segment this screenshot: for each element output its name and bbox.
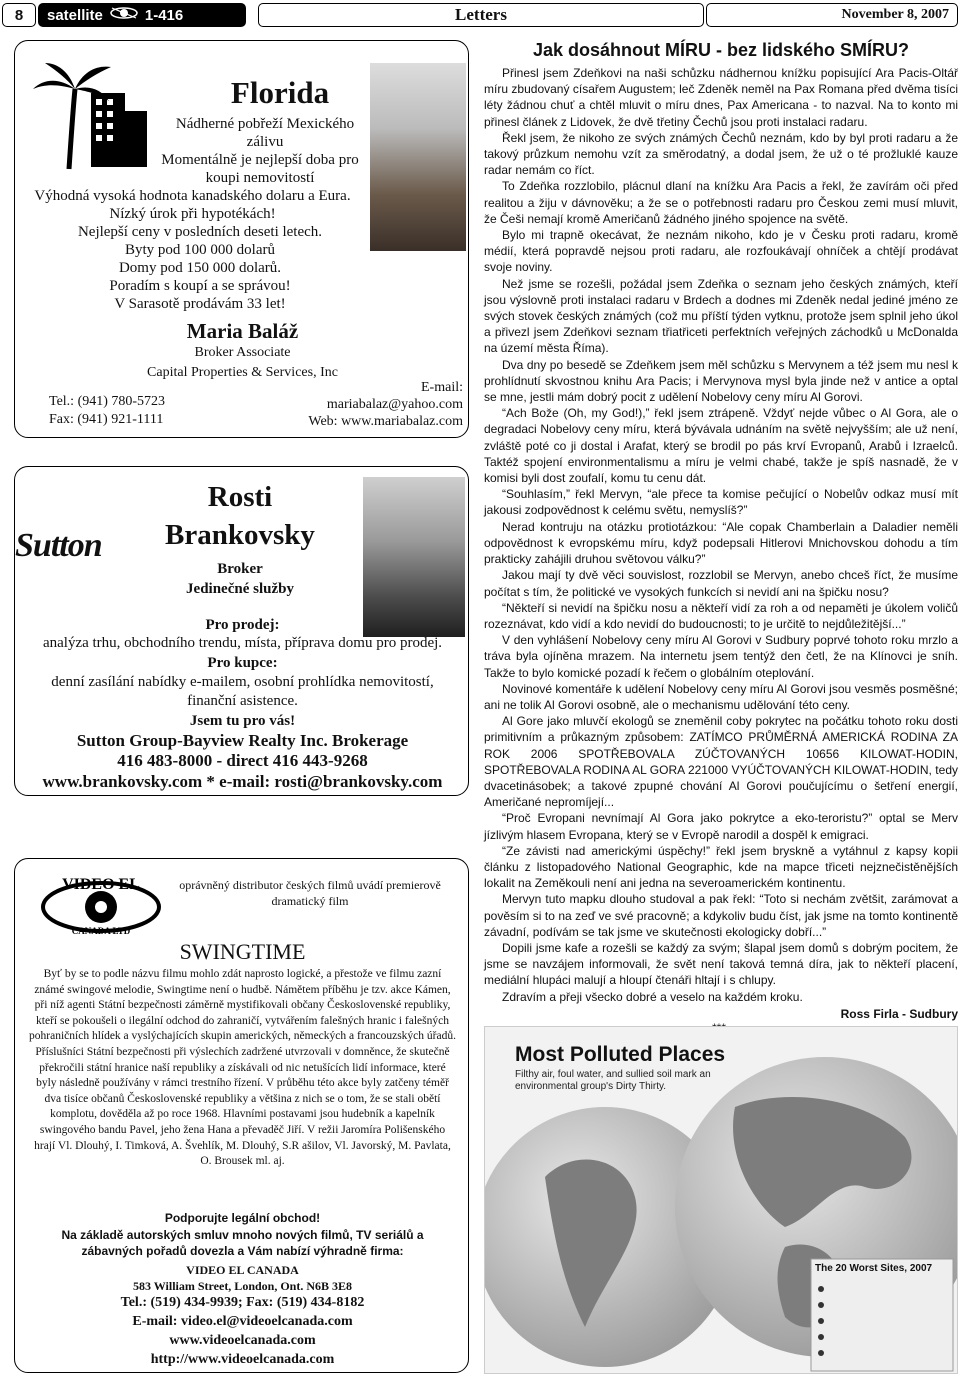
paragraph: To Zdeňka rozzlobilo, plácnul dlaní na knížku Ara Pacis a řekl, že zavírám oči před realitou a žiju v dávnověku; a že se o potřebnosti radaru pro Českou zemi musí mluvit, že Češi nemají kromě Američanů žádného jiného spojence na světě. <box>484 179 958 226</box>
ad-line: Nejlepší ceny v posledních deseti letech. <box>77 224 323 240</box>
article-title: Jak dosáhnout MÍRU - bez lidského SMÍRU? <box>532 40 910 60</box>
map-title: Most Polluted Places <box>515 1043 726 1066</box>
distributor-note: oprávněný distributor českých filmů uvádí premierově dramatický film <box>179 878 441 908</box>
company-web[interactable]: www.videoelcanada.com <box>169 1333 316 1348</box>
company-address: 583 William Street, London, Ont. N6B 3E8 <box>132 1279 353 1293</box>
ad-line: Nízký úrok při hypotékách! <box>109 206 276 222</box>
paragraph: “Proč Evropani nevnímají Al Gora jako pokrytce a eko-teroristu?” optal se Merv jízlivým hlasem Evropana, který se v Evropě narodil a dospěl k emigraci. <box>484 811 958 842</box>
ad-line: koupi nemovitostí <box>205 170 315 186</box>
broker-email[interactable]: mariabalaz@yahoo.com <box>326 397 463 412</box>
broker-contacts <box>263 379 463 430</box>
buyers-heading: Pro kupce: <box>207 655 278 671</box>
sutton-broker-ad <box>14 466 469 796</box>
polluted-places-map <box>484 1026 958 1374</box>
broker-phones: 416 483-8000 - direct 416 443-9268 <box>117 751 368 770</box>
paragraph: V den vyhlášení Nobelovy ceny míru Al Gorovi v Sudbury poprvé tohoto roku mrzlo a tráva byla ojíněna mrazem. Na internetu jsem tentýž den četl, že na Klínovci je sníh. Takže to bylo komické pozadí k řečem o globálním oteplování. <box>484 633 958 680</box>
issue-number: 1-416 <box>144 6 184 24</box>
ad-line: Nádherné pobřeží Mexického <box>175 116 355 132</box>
paragraph: Al Gore jako mluvčí ekologů se zneměnil coby pokrytec na počátku tohoto roku dosti primitivním a průkazným způsobem: ZATÍMCO PRŮMĚRNÁ AMERICKÁ RODINA ZA ROK 2006 SPOTŘEBOVALA ZÚČTOVANÝCH 10656 KILOWAT-HODIN, SPOTŘEBOVALA RODINA AL GORA 221000 VYÚČTOVANÝCH KILOWAT-HODIN, tedy dvacetinásobek; a takové zpupné chování Al Gorovi poučujícímu o šetření energií, Američané nepromíjejí... <box>484 714 958 810</box>
broker-service: Jedinečné služby <box>186 581 294 597</box>
paragraph: Než jsme se rozešli, požádal jsem Zdeňka o seznam jeho českých známých, kteří jsou výslovně proti instalaci radaru v Brdech a dodnes mi Zdeněk nedal jediné jméno ze svých stovek českých známých (což mu příští týden vytknu, protože jsem splnil jeho úkol a přivezl jsem Zdeňkovi seznam třiatřiceti perfektních veřejných záchodků u McDonalda na území města Říma). <box>484 276 958 356</box>
sutton-logo: Sutton <box>15 527 102 564</box>
paragraph: “Souhlasím,” řekl Mervyn, “ale přece ta komise pečující o Nobelův odkaz musí mít jakousi zodpovědnost k celému světu, nemyslíš?” <box>484 487 958 518</box>
email-label: E-mail: <box>421 380 463 395</box>
company-web-full[interactable]: http://www.videoelcanada.com <box>150 1352 335 1367</box>
paragraph: Zdravím a přeji všecko dobré a veselo na každém kroku. <box>502 989 803 1004</box>
broker-web-email[interactable]: www.brankovsky.com * e-mail: rosti@brankovsky.com <box>42 772 443 791</box>
broker-role: Broker Associate <box>194 345 291 360</box>
sellers-heading: Pro prodej: <box>205 617 280 633</box>
buyers-text: denní zasílání nabídky e-mailem, osobní prohlídka nemovitostí, finanční asistence. <box>51 674 434 709</box>
slogan: Jsem tu pro vás! <box>189 713 296 729</box>
paragraph: Dva dny po besedě se Zdeňkem jsem měl schůzku s Mervynem a též jsem mu nesl k prohlídnutí skvostnou knihu Ara Pacis; i Mervynova mysl byla jinde než v antice a optal se mne, jestli mám dobrý pocit z udělení Nobelovy ceny míru Al Gorovi. <box>484 357 958 405</box>
ad-line: Poradím s koupí a se správou! <box>109 278 291 294</box>
paragraph: Nerad kontruju na otázku protiotázkou: “Ale copak Chamberlain a Daladier neměli odpovědnost k evropskému míru, když podepsali Hitlerovi Mnichovskou dohodu a tím prakticky zahájili druhou světovou válku?” <box>484 519 958 567</box>
broker-first-name: Rosti <box>207 481 273 513</box>
article-body <box>484 65 958 1005</box>
broker-role: Broker <box>217 561 263 577</box>
paragraph: Řekl jsem, že nikoho ze svých známých Čechů neznám, kdo by byl proti radaru a že takový průzkum nemohu vzít za směrodatný, a dodal jsem, že už o té prožluklé kauze radar nemám co říct. <box>484 130 958 178</box>
film-title: SWINGTIME <box>179 939 306 964</box>
paragraph: Dopili jsme kafe a rozešli se každý za svým; šlapal jsem domů s dobrým pocitem, že jsme se navzájem informovali, že svět není taková temná díra, jak to někteří placení, mediální hlupáci malují a hloupí čtenáři hltají i s chlupy. <box>484 940 958 988</box>
ad-line: Výhodná vysoká hodnota kanadského dolaru a Eura. <box>34 188 351 204</box>
florida-real-estate-ad <box>14 40 469 438</box>
paragraph: Přinesl jsem Zdeňkovi na naši schůzku nádhernou knížku popisující Ara Pacis-Oltář míru zbudovaný císařem Augustem; leč Zdeněk neměl na Pax Romana před dvěma tisíci léty žádnou chuť a chtěl mluvit o míru dnes, Pax Americana - to nazval. Na to konto mi přinesl článek z Lidovek, že dvě třetiny Čechů jsou proti instalaci radaru. <box>484 66 958 129</box>
sellers-text: analýza trhu, obchodního trendu, místa, příprava domu pro prodej. <box>42 635 443 651</box>
map-legend-title: The 20 Worst Sites, 2007 <box>815 1263 933 1274</box>
palm-building-logo <box>29 59 157 171</box>
paragraph: “Ze závisti nad americkými úspěchy!” řekl jsem bryskně a vytáhnul z kapsy kopii článku z listopadového National Geographic, kde na mapce třiceti nejznečistěnějších lokalit na Zeměkouli není ani jedna na severoamerickém kontinentu. <box>484 843 958 891</box>
page-number: 8 <box>2 3 36 27</box>
ad-line: V Sarasotě prodávám 33 let! <box>114 296 286 312</box>
film-description: Byť by se to podle názvu filmu mohlo zdát naprosto logické, a přestože ve filmu zazní známé swingové melodie, Swingtime není o hudbě. Námětem příběhu je tzv. akce Kámen, při níž agenti Státní bezpečnosti záměrně mystifikovali občany Československé republiky, kteří se pokoušeli o ilegální odchod do zahraničí, vytvářením falešných hranic i falešných pohraničních hlídek a vyslýchajících skupin amerických, německých a francouzských úřadů. Příslušníci Státní bezpečnosti při výslechích zadržené utvrzovali v domněnce, že skutečně překročili státní hranice naší republiky a získávali od nic netušících lidí informace, které byly následně používány v rámci trestního řízení. V průběhu této akce byly zatčeny téměř dva tisíce občanů Československé republiky a většina z nich se o tom, že se stali obětí komplotu, dověděla až po roce 1968. Hlavními postavami jsou hudebník a kapelník swingového bandu Pavel, jeho žena Hana a převaděč Jiří. V režii Jaromíra Polišenského hrají Vl. Dlouhý, I. Timková, A. Švehlík, M. Dlouhý, S.R ašilov, Vl. Javorský, M. Pavlata, O. Brousek ml. aj. <box>29 968 456 1168</box>
paragraph: Jakou mají ty dvě věci souvislost, rozzlobil se Mervyn, anebo chceš říct, že musíme počítat s tím, že politické ve vysokých funkcích si nevidí ani na špičku nosu? <box>484 568 958 599</box>
broker-phones <box>49 393 165 429</box>
section-title: Letters <box>258 3 704 27</box>
paragraph: Novinové komentáře k udělení Nobelovy ceny míru Al Gorovi jsou vesměs posměšné; ani ne tolik Al Gorovi osobně, ale o mechanismu udělování této ceny. <box>484 681 958 712</box>
letter-article <box>484 40 958 1021</box>
logo-text: VIDEO EL <box>62 876 140 893</box>
exclusive-import-note: Na základě autorských smluv mnoho nových filmů, TV seriálů a zábavných pořadů dovezla a Vám nabízí výhradně firma: <box>61 1228 424 1258</box>
ad-line: Momentálně je nejlepší doba pro <box>161 152 359 168</box>
paragraph: “Někteří si nevidí na špičku nosu a někteří vidí za roh a od nepaměti je úkolem voličů rozeznávat, kdo vidí a kdo nevidí do budoucnosti; to je určitě to nejdůležitější...” <box>484 600 958 631</box>
brokerage-name: Sutton Group-Bayview Realty Inc. Brokerage <box>76 731 409 750</box>
broker-last-name: Brankovsky <box>165 519 315 551</box>
paragraph: “Ach Bože (Oh, my God!),” řekl jsem ztrápeně. Vždyť nejde vůbec o Al Gora, ale o degradaci Nobelovy ceny míru, která bývávala udnáním na světě nejvyšším; ale už není, zvláště poté co ji dostal i Arafat, který se brodil po pás krví Evropanů, Arabů i Izraelců. Taktéž spojení environmentalismu a míru je velmi chabé, takže je spíš nasnadě, že v komisi byli dost zoufalí, komu tu cenu dát. <box>484 406 958 486</box>
ad-title: Florida <box>230 75 330 110</box>
company-name: VIDEO EL CANADA <box>186 1263 299 1277</box>
broker-company: Capital Properties & Services, Inc <box>147 365 338 380</box>
ad-line: zálivu <box>246 134 284 150</box>
video-el-logo <box>37 873 165 937</box>
broker-photo <box>363 477 465 637</box>
paragraph: Bylo mi trapně okecávat, že neznám nikoho, kdo je v Česku proti radaru, kromě médií, která popravdě nejsou proti radaru, ale rozfoukávají ohníček a chtějí prodávat svoje noviny. <box>484 228 958 275</box>
broker-fax: Fax: (941) 921-1111 <box>49 412 164 427</box>
page-header <box>0 0 960 32</box>
support-legal-trade: Podporujte legální obchod! <box>164 1211 321 1225</box>
broker-tel: Tel.: (941) 780-5723 <box>49 394 166 409</box>
company-phones: Tel.: (519) 434-9939; Fax: (519) 434-8182 <box>120 1295 365 1310</box>
company-email[interactable]: E-mail: video.el@videoelcanada.com <box>132 1314 353 1329</box>
paragraph: Mervyn tuto mapku dlouho studoval a pak řekl: “Toto si nechám zvětšit, zarámovat a pověsím si to na zeď ve své pracovně; a kdykoliv budu číst, jak jsme na tomto kontinentě závadní, podívám se tak jsme ve skutečnosti ekologicky dobří...” <box>484 892 958 939</box>
author-signature: Ross Firla - Sudbury <box>840 1006 958 1021</box>
masthead <box>38 3 246 27</box>
broker-web[interactable]: Web: www.mariabalaz.com <box>308 414 463 429</box>
issue-date: November 8, 2007 <box>706 3 958 27</box>
ad-line: Byty pod 100 000 dolarů <box>125 242 275 258</box>
video-el-ad <box>14 858 469 1373</box>
broker-name: Maria Baláž <box>186 319 299 343</box>
masthead-title: satellite <box>47 6 103 24</box>
logo-subtext: CANADA LTD <box>71 926 131 936</box>
map-subtitle: Filthy air, foul water, and sullied soil mark an environmental group's Dirty Thirty. <box>515 1069 711 1092</box>
ad-line: Domy pod 150 000 dolarů. <box>118 260 282 276</box>
satellite-icon <box>109 5 139 25</box>
